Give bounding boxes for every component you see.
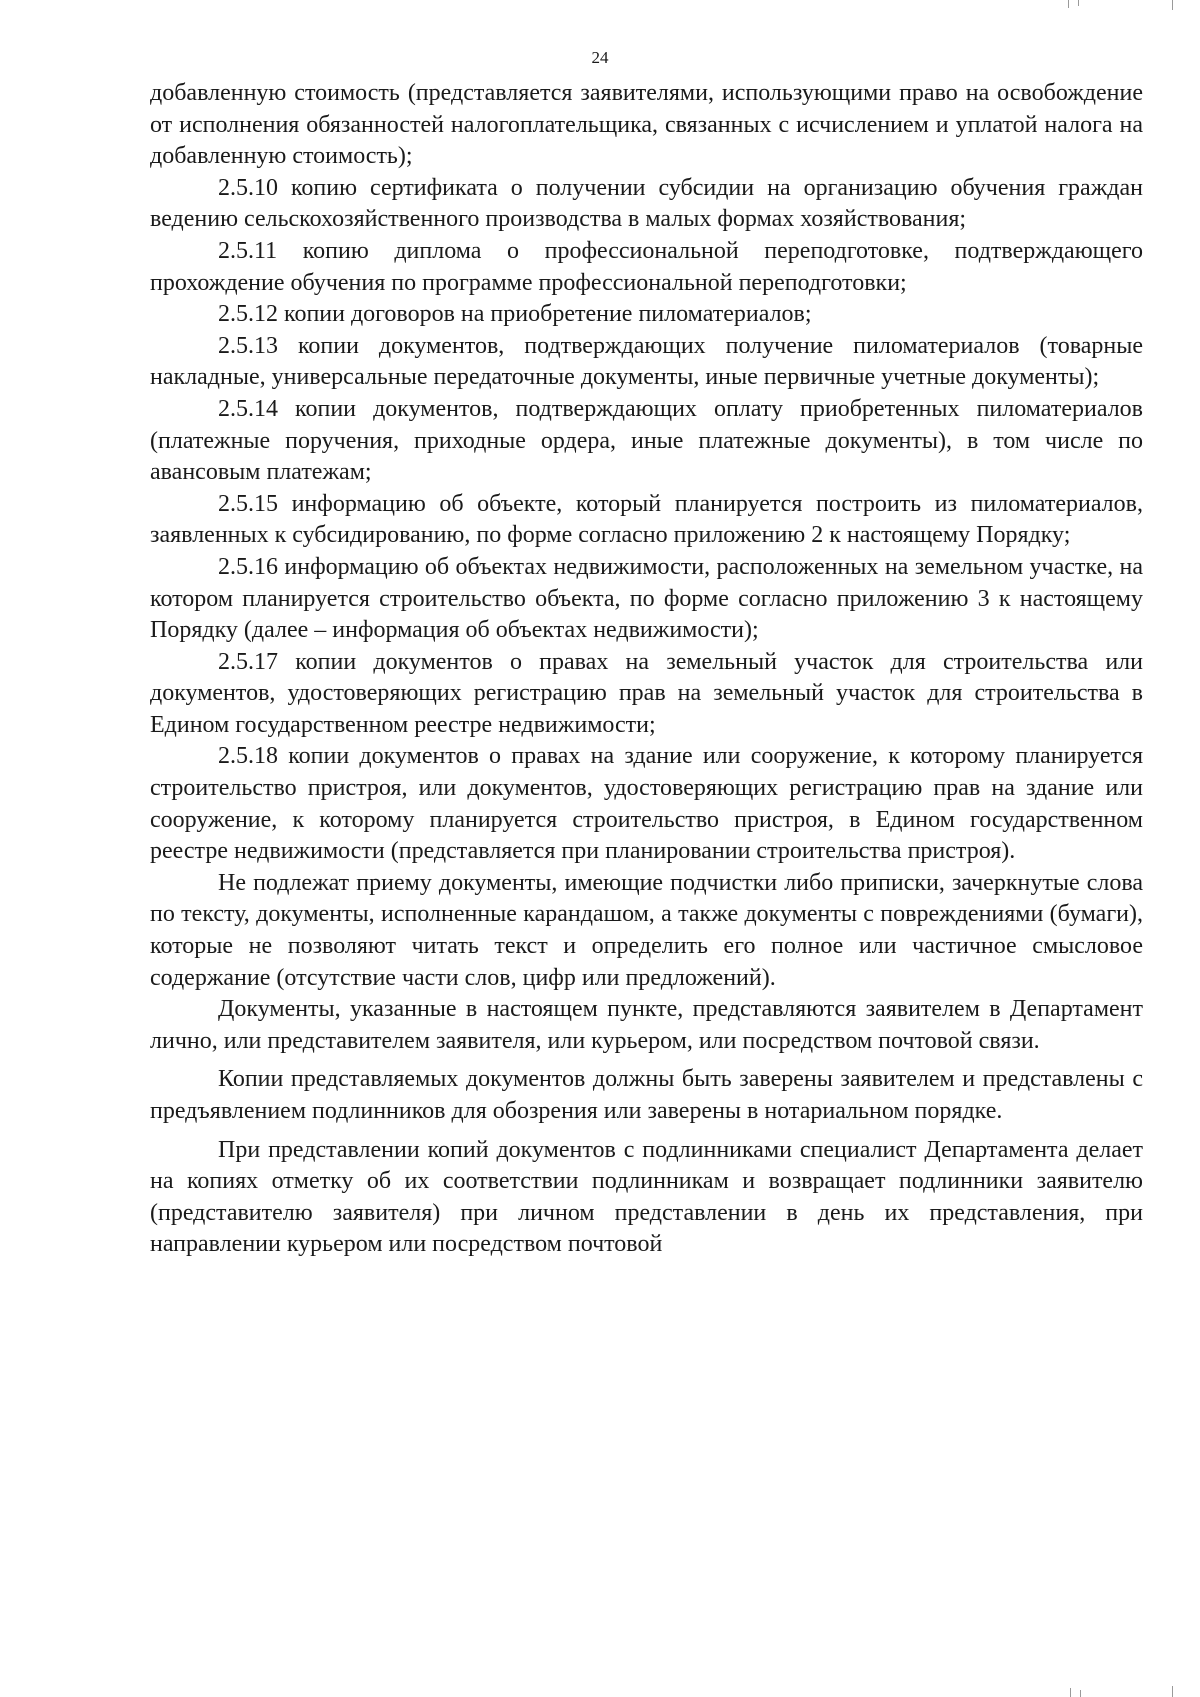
paragraph-item-2-5-13: 2.5.13 копии документов, подтверждающих получение пиломатериалов (товарные накладные, универсальные передаточные документы, иные первичные учетные документы); bbox=[150, 332, 1143, 391]
paragraph-submission-methods: Документы, указанные в настоящем пункте, представляются заявителем в Департамент лично, или представителем заявителя, или курьером, или посредством почтовой связи. bbox=[150, 996, 1143, 1054]
paragraph-item-2-5-11: 2.5.11 копию диплома о профессиональной переподготовке, подтверждающего прохождение обучения по программе профессиональной переподготовки; bbox=[150, 237, 1143, 296]
scan-edge-mark bbox=[1080, 1690, 1081, 1697]
paragraph-item-2-5-12: 2.5.12 копии договоров на приобретение пиломатериалов; bbox=[218, 301, 812, 328]
paragraph-item-2-5-17: 2.5.17 копии документов о правах на земельный участок для строительства или документов, удостоверяющих регистрацию прав на земельный участок для строительства в Едином государственном реестре недвижимости; bbox=[150, 648, 1143, 738]
scan-edge-mark bbox=[1172, 1686, 1173, 1697]
scan-edge-mark bbox=[1078, 0, 1079, 6]
paragraph-item-2-5-16: 2.5.16 информацию об объектах недвижимости, расположенных на земельном участке, на котором планируется строительство объекта, по форме согласно приложению 3 к настоящему Порядку (далее – информация об объектах недвижимости); bbox=[150, 553, 1143, 644]
paragraph-originals-return: При представлении копий документов с подлинниками специалист Департамента делает на копиях отметку об их соответствии подлинникам и возвращает подлинники заявителю (представителю заявителя) при личном представлении в день их представления, при направлении курьером или посредством почтовой bbox=[150, 1136, 1143, 1258]
scan-edge-mark bbox=[1070, 1688, 1071, 1697]
paragraph-item-2-5-15: 2.5.15 информацию об объекте, который планируется построить из пиломатериалов, заявленных к субсидированию, по форме согласно приложению 2 к настоящему Порядку; bbox=[150, 490, 1143, 549]
scan-edge-mark bbox=[1172, 0, 1173, 10]
paragraph-copies-certification: Копии представляемых документов должны быть заверены заявителем и представлены с предъявлением подлинников для обозрения или заверены в нотариальном порядке. bbox=[150, 1066, 1143, 1124]
document-body bbox=[150, 78, 1143, 1261]
page-number: 24 bbox=[591, 48, 609, 67]
paragraph-item-2-5-14: 2.5.14 копии документов, подтверждающих оплату приобретенных пиломатериалов (платежные поручения, приходные ордера, иные платежные документы), в том числе по авансовым платежам; bbox=[150, 395, 1143, 486]
scan-edge-mark bbox=[1068, 0, 1069, 8]
paragraph-rejection-rules: Не подлежат приему документы, имеющие подчистки либо приписки, зачеркнутые слова по тексту, документы, исполненные карандашом, а также документы с повреждениями (бумаги), которые не позволяют читать текст и определить его полное или частичное смысловое содержание (отсутствие части слов, цифр или предложений). bbox=[150, 869, 1143, 991]
paragraph-item-2-5-10: 2.5.10 копию сертификата о получении субсидии на организацию обучения граждан ведению сельскохозяйственного производства в малых формах хозяйствования; bbox=[150, 174, 1143, 233]
paragraph-continuation: добавленную стоимость (представляется заявителями, использующими право на освобождение от исполнения обязанностей налогоплательщика, связанных с исчислением и уплатой налога на добавленную стоимость); bbox=[150, 80, 1143, 170]
paragraph-item-2-5-18: 2.5.18 копии документов о правах на здание или сооружение, к которому планируется строительство пристроя, или документов, удостоверяющих регистрацию прав на здание или сооружение, к которому планируется строительство пристроя, в Едином государственном реестре недвижимости (представляется при планировании строительства пристроя). bbox=[150, 743, 1143, 865]
